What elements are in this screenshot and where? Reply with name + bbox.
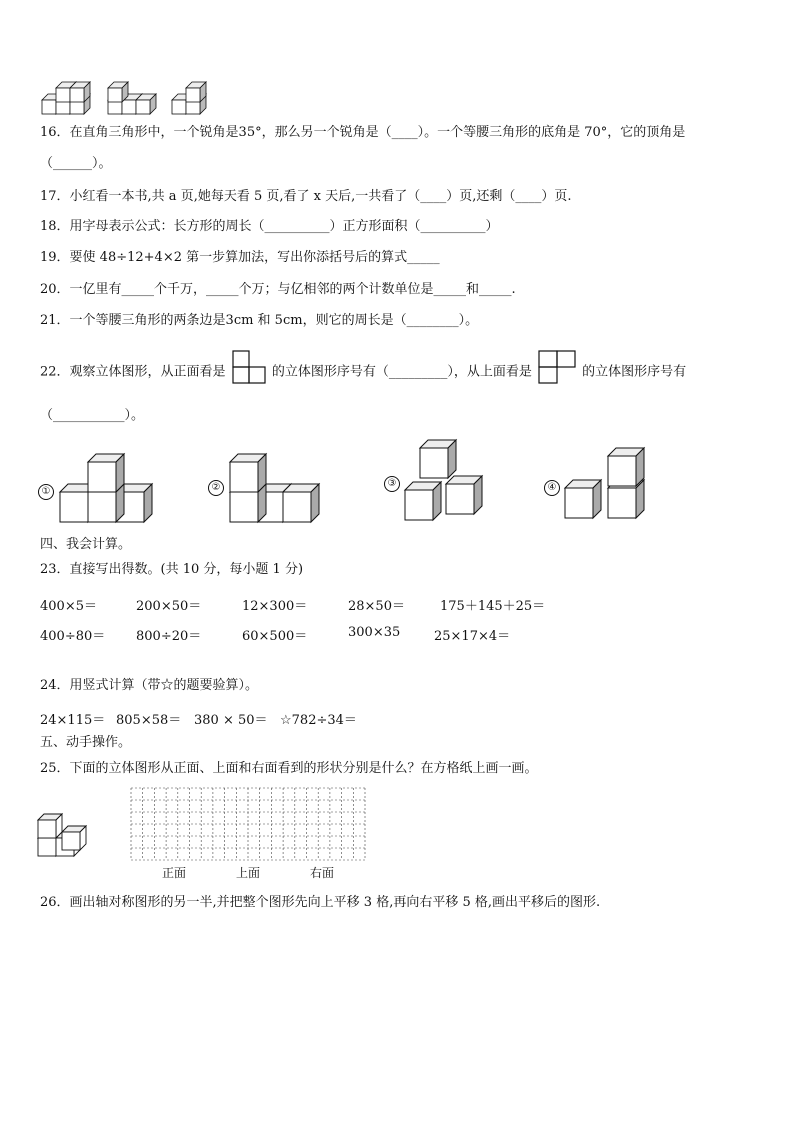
section4-heading: 四、我会计算。 [40,537,132,552]
q24-item-1: 24×115＝ [40,713,106,728]
q16-line2: （______）。 [40,156,112,171]
q23-r2-c2: 800÷20＝ [136,629,202,644]
q25-title: 25．下面的立体图形从正面、上面和右面看到的形状分别是什么？在方格纸上画一画。 [40,761,538,776]
figure-label-3: ③ [384,476,400,492]
q22-part1: 22．观察立体图形，从正面看是 [40,364,226,380]
q23-r1-c2: 200×50＝ [136,599,202,614]
q23-r1-c5: 175＋145＋25＝ [440,599,546,614]
q26: 26．画出轴对称图形的另一半,并把整个图形先向上平移 3 格,再向右平移 5 格,画出平移后的图形. [40,895,601,910]
figure-label-4: ④ [544,480,560,496]
q23-r1-c3: 12×300＝ [242,599,308,614]
q16-line1: 16．在直角三角形中，一个锐角是35°，那么另一个锐角是（____）。一个等腰三角形的底角是 70°，它的顶角是 [40,125,686,140]
q23-r2-c1: 400÷80＝ [40,629,106,644]
q22-part2: 的立体图形序号有（_________），从上面看是 [271,364,532,380]
q19: 19．要使 48÷12+4×2 第一步算加法，写出你添括号后的算式_____ [40,250,440,265]
q23-r2-c5: 25×17×4＝ [434,629,511,644]
figure-label-2: ② [208,480,224,496]
top-view-shape-icon [538,350,576,384]
q20: 20．一亿里有_____个千万，_____个万；与亿相邻的两个计数单位是_____和_____. [40,282,516,297]
q22-part3: 的立体图形序号有 [582,364,687,380]
top-cube-figures [38,80,218,116]
q24-item-4: ☆782÷34＝ [280,713,357,728]
q25-solid-figure [36,812,92,860]
q22-solid-figures [30,436,670,528]
front-view-shape-icon [232,350,266,384]
figure-label-1: ① [38,484,54,500]
section5-heading: 五、动手操作。 [40,735,132,750]
q24-title: 24．用竖式计算（带☆的题要验算）。 [40,678,259,693]
q23-r2-c4: 300×35 [348,625,401,640]
q23-r1-c4: 28×50＝ [348,599,405,614]
q18: 18．用字母表示公式：长方形的周长（__________）正方形面积（__________） [40,219,499,234]
view-label-top: 上面 [236,866,261,880]
q22-line2: （___________）。 [40,408,145,423]
view-label-front: 正面 [162,866,187,880]
q21: 21．一个等腰三角形的两条边是3cm 和 5cm，则它的周长是（________）。 [40,313,479,328]
q23-r1-c1: 400×5＝ [40,599,97,614]
view-label-right: 右面 [310,866,335,880]
q24-item-2: 805×58＝ [116,713,182,728]
q17: 17．小红看一本书,共 a 页,她每天看 5 页,看了 x 天后,一共看了（____）页,还剩（____）页. [40,189,572,204]
q22-line1 [40,360,686,384]
q23-r2-c3: 60×500＝ [242,629,308,644]
q25-dashed-grid[interactable] [130,787,366,861]
q24-item-3: 380 × 50＝ [194,713,268,728]
q23-title: 23．直接写出得数。(共 10 分，每小题 1 分) [40,562,304,577]
